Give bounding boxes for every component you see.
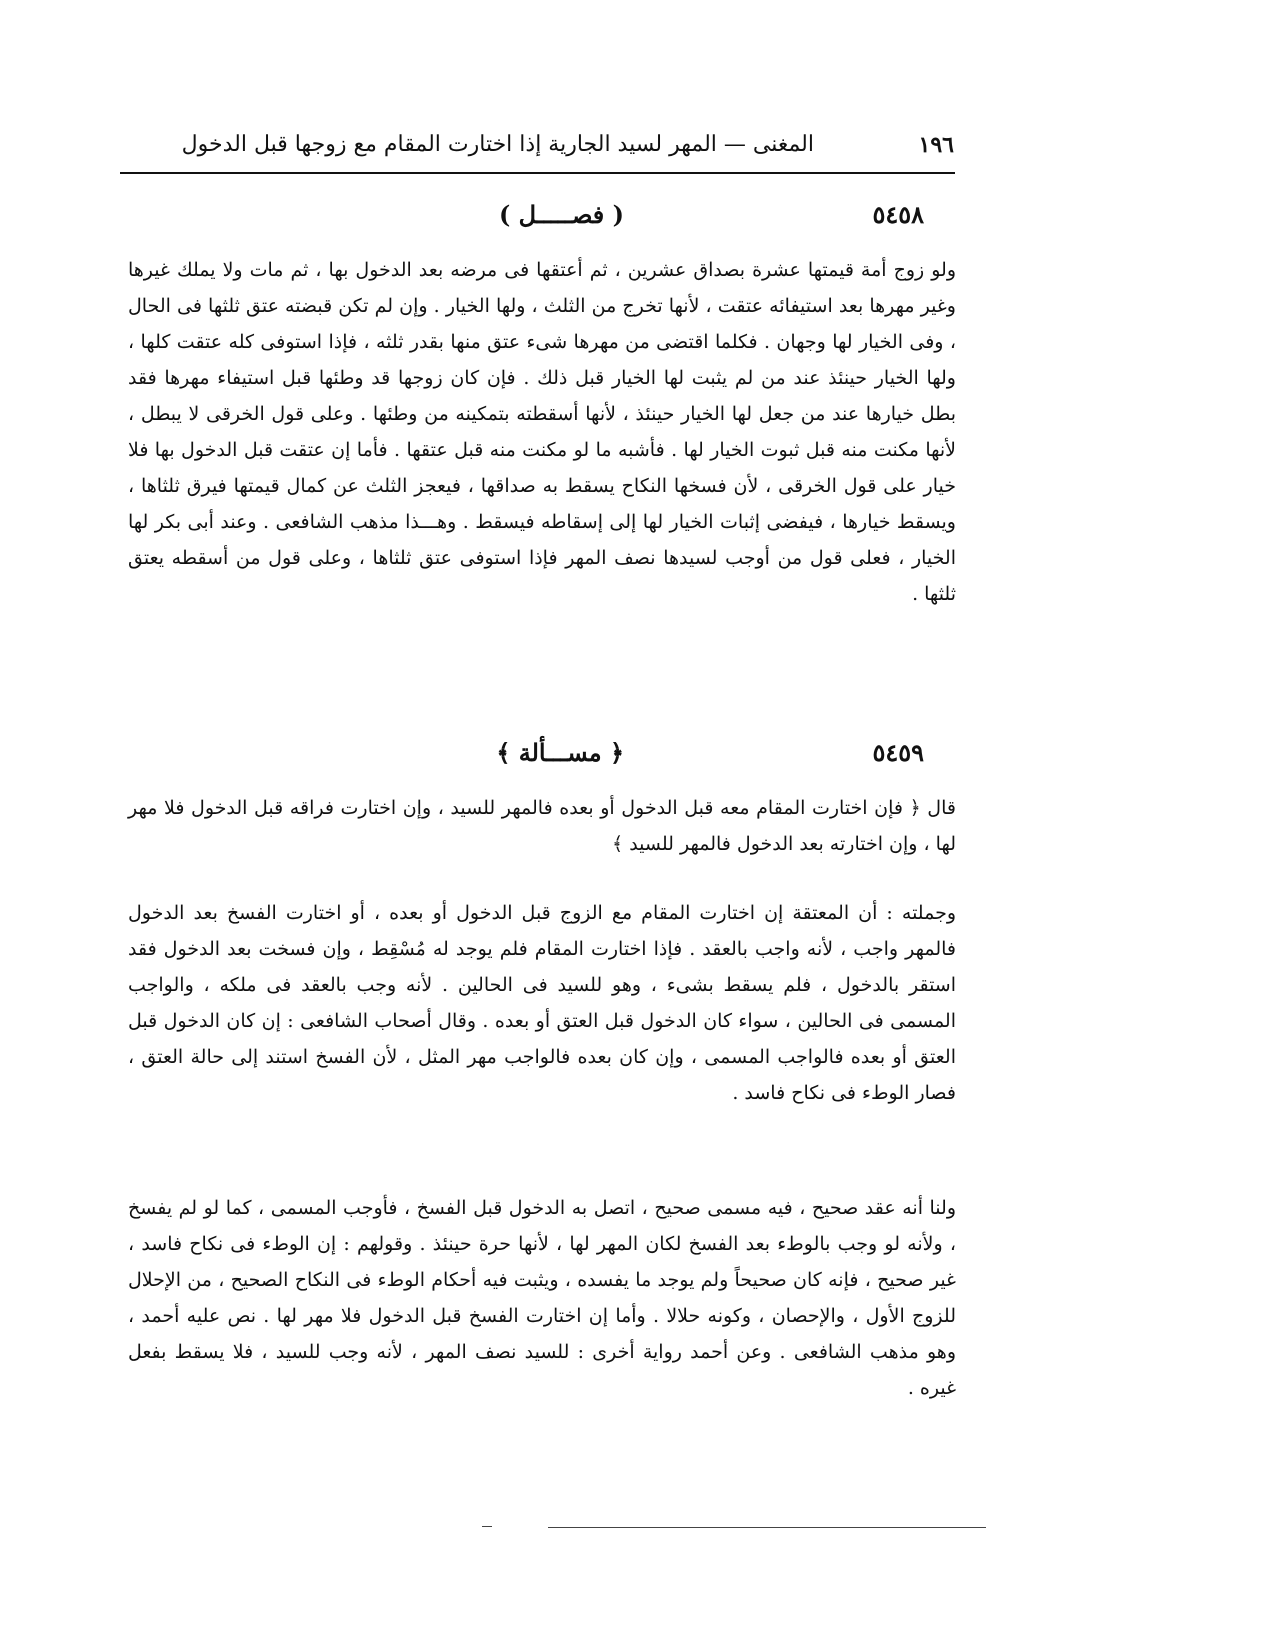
header-rule (120, 172, 955, 174)
section-heading-5459 (120, 738, 954, 774)
section-title: ﴿ مســـألة ﴾ (496, 738, 624, 767)
section-heading-5458 (120, 200, 954, 236)
page-number: ١٩٦ (918, 132, 954, 158)
section-number: ٥٤٥٩ (872, 738, 924, 767)
running-head: المغنى — المهر لسيد الجارية إذا اختارت المقام مع زوجها قبل الدخول (181, 132, 814, 157)
page-header (120, 128, 954, 168)
section-title: ( فصـــــل ) (498, 200, 624, 229)
paragraph: ولنا أنه عقد صحيح ، فيه مسمى صحيح ، اتصل به الدخول قبل الفسخ ، فأوجب المسمى ، كما لو لم يفسخ ، ولأنه لو وجب بالوطء بعد الفسخ لكان المهر لها ، لأنها حرة حينئذ . وقولهم : إن الوطء فى نكاح فاسد ، غير صحيح ، فإنه كان صحيحاً ولم يوجد ما يفسده ، ويثبت فيه أحكام الوطء فى النكاح الصحيح ، من الإحلال للزوج الأول ، والإحصان ، وكونه حلالا . وأما إن اختارت الفسخ قبل الدخول فلا مهر لها . نص عليه أحمد ، وهو مذهب الشافعى . وعن أحمد رواية أخرى : للسيد نصف المهر ، لأنه وجب للسيد ، فلا يسقط بفعل غيره . (128, 1197, 956, 1399)
paragraph: ولو زوج أمة قيمتها عشرة بصداق عشرين ، ثم أعتقها فى مرضه بعد الدخول بها ، ثم مات ولا يملك غيرها وغير مهرها بعد استيفائه عتقت ، لأنها تخرج من الثلث ، ولها الخيار . وإن لم تكن قبضته عتق ثلثها فى الحال ، وفى الخيار لها وجهان . فكلما اقتضى من مهرها شىء عتق منها بقدر ثلثه ، فإذا استوفى كله عتقت كلها ، ولها الخيار حينئذ عند من لم يثبت لها الخيار قبل ذلك . فإن كان زوجها قد وطئها قبل استيفاء مهرها فقد بطل خيارها عند من جعل لها الخيار حينئذ ، لأنها أسقطته بتمكينه من وطئها . وعلى قول الخرقى لا يبطل ، لأنها مكنت منه قبل ثبوت الخيار لها . فأشبه ما لو مكنت منه قبل عتقها . فأما إن عتقت قبل الدخول بها فلا خيار على قول الخرقى ، لأن فسخها النكاح يسقط به صداقها ، فيعجز الثلث عن كمال قيمتها فيرق ثلثاها ، ويسقط خيارها ، فيفضى إثبات الخيار لها إلى إسقاطه فيسقط . وهـــذا مذهب الشافعى . وعند أبى بكر لها الخيار ، فعلى قول من أوجب لسيدها نصف المهر فإذا استوفى عتق ثلثاها ، وعلى قول من أسقطه يعتق ثلثها . (128, 259, 956, 605)
paragraph: وجملته : أن المعتقة إن اختارت المقام مع الزوج قبل الدخول أو بعده ، أو اختارت الفسخ بعد الدخول فالمهر واجب ، لأنه واجب بالعقد . فإذا اختارت المقام فلم يوجد له مُسْقِط ، وإن فسخت بعد الدخول فقد استقر بالدخول ، فلم يسقط بشىء ، وهو للسيد فى الحالين . لأنه وجب بالعقد فى ملكه ، والواجب المسمى فى الحالين ، سواء كان الدخول قبل العتق أو بعده . وقال أصحاب الشافعى : إن كان الدخول قبل العتق أو بعده فالواجب المسمى ، وإن كان بعده فالواجب مهر المثل ، لأن الفسخ استند إلى حالة العتق ، فصار الوطء فى نكاح فاسد . (128, 902, 956, 1104)
footer-mark (482, 1526, 492, 1527)
footer-rule (548, 1527, 986, 1528)
paragraph: قال ﴿ فإن اختارت المقام معه قبل الدخول أو بعده فالمهر للسيد ، وإن اختارت فراقه قبل الدخول فلا مهر لها ، وإن اختارته بعد الدخول فالمهر للسيد ﴾ (128, 797, 956, 855)
section-number: ٥٤٥٨ (872, 200, 924, 229)
